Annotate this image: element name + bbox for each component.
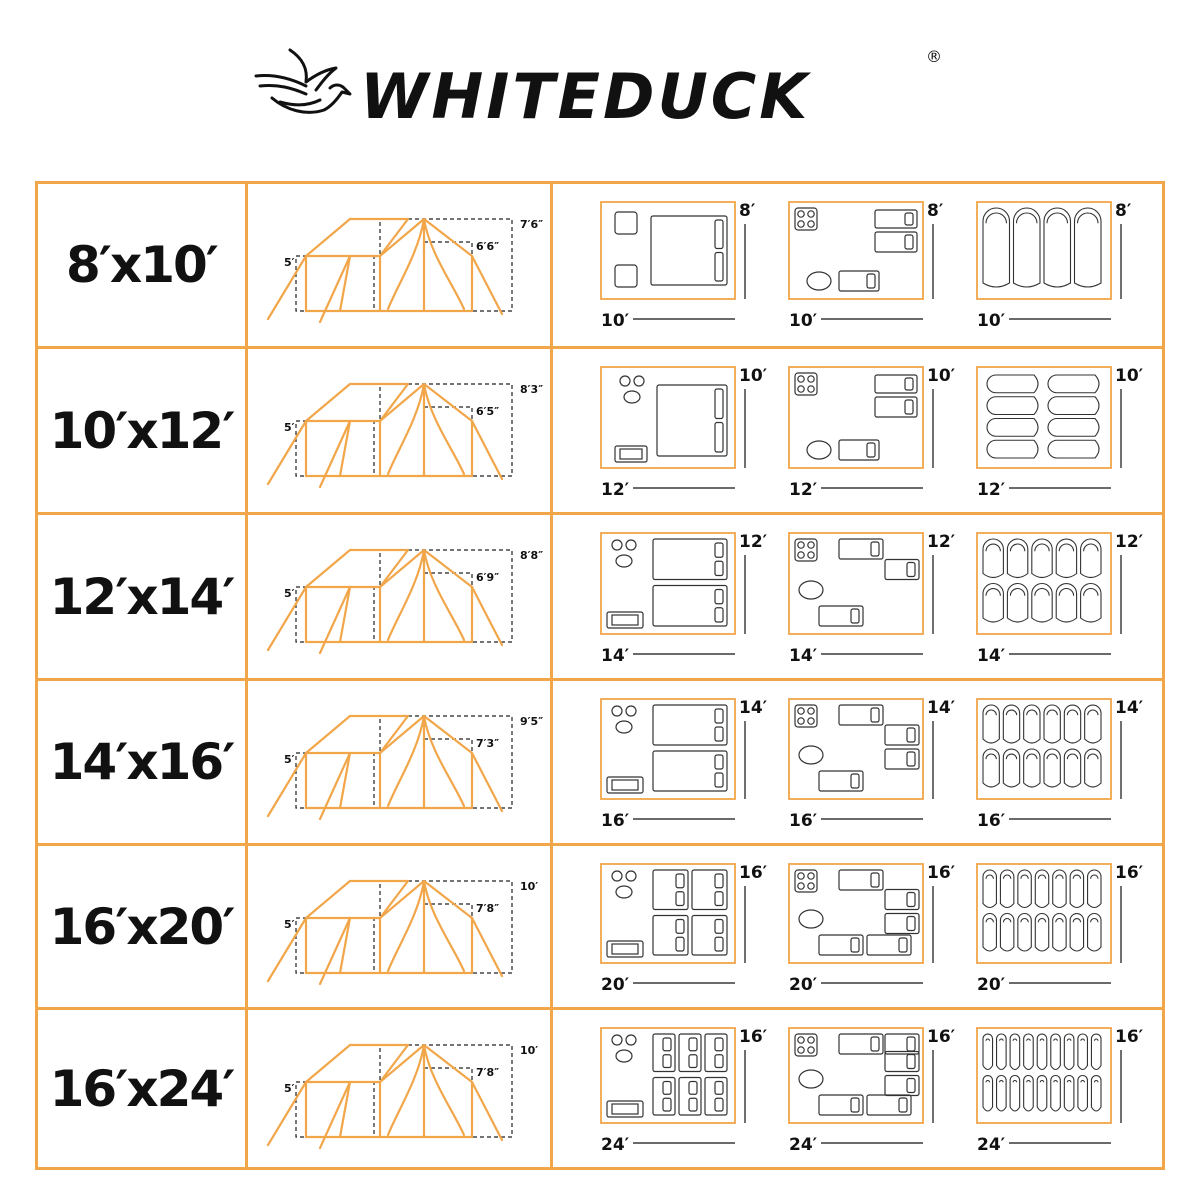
depth-label: 16′: [927, 863, 956, 883]
sleeping-bag-icon: [983, 705, 999, 743]
cot-icon: [885, 1076, 919, 1096]
door-height-label: 6′9″: [476, 571, 500, 584]
sleeping-bag-icon: [1032, 539, 1052, 578]
cot-icon: [839, 705, 883, 725]
peak-height-label: 10′: [520, 880, 539, 893]
sleeping-bag-icon: [1024, 705, 1040, 743]
size-row: [38, 184, 1162, 346]
floor-plan: [601, 532, 768, 666]
cot-icon: [839, 870, 883, 890]
sleeping-bag-icon: [1085, 749, 1101, 787]
sleeping-bag-icon: [1010, 1034, 1020, 1070]
width-label: 20′: [601, 975, 630, 995]
depth-label: 8′: [739, 201, 756, 221]
armchair-icon: [615, 212, 637, 234]
stove-icon: [795, 705, 817, 727]
floor-plan: [977, 1027, 1144, 1155]
sleeping-bag-icon: [1048, 419, 1099, 437]
floor-plans-cell: [553, 515, 1162, 678]
sleeping-bag-icon: [1056, 539, 1076, 577]
registered-mark: ®: [926, 47, 942, 66]
table-chairs-icon: [612, 540, 636, 567]
floor-plan: [977, 201, 1132, 331]
table-icon: [807, 272, 831, 290]
width-label: 10′: [977, 311, 1006, 331]
depth-label: 10′: [927, 366, 956, 386]
sleeping-bag-icon: [983, 539, 1003, 578]
size-chart-table: [35, 181, 1165, 1170]
sofa-icon: [615, 446, 647, 462]
cot-icon: [819, 935, 863, 955]
bed-icon: [653, 751, 727, 791]
sleeping-bag-icon: [1053, 914, 1066, 952]
table-chairs-icon: [612, 871, 636, 898]
sleeping-bag-icon: [1044, 705, 1060, 743]
stove-icon: [795, 208, 817, 230]
table-chairs-icon: [612, 1035, 636, 1062]
peak-height-label: 8′8″: [520, 549, 544, 562]
floor-plan-outline: [977, 367, 1111, 468]
sleeping-bag-icon: [1064, 1076, 1074, 1112]
tent-diagram: [268, 880, 538, 984]
floor-plan: [601, 698, 768, 831]
floor-plan: [601, 863, 768, 995]
peak-height-label: 9′5″: [520, 715, 544, 728]
duck-logo-icon: [250, 40, 950, 130]
sleeping-bag-icon: [1007, 584, 1027, 623]
sleeping-bag-icon: [1048, 375, 1099, 393]
sleeping-bag-icon: [997, 1034, 1007, 1070]
sleeping-bag-icon: [983, 870, 996, 908]
size-row: [38, 512, 1162, 678]
sleeping-bag-icon: [1035, 914, 1048, 952]
width-label: 10′: [601, 311, 630, 331]
depth-label: 8′: [927, 201, 944, 221]
tent-size-label: 12′x14′: [49, 567, 234, 626]
sleeping-bag-icon: [983, 584, 1003, 623]
bed-icon: [657, 385, 727, 456]
sleeping-bag-icon: [1024, 749, 1040, 787]
cot-icon: [885, 560, 919, 580]
sofa-icon: [607, 612, 643, 628]
peak-height-label: 7′6″: [520, 218, 544, 231]
sleeping-bag-icon: [1091, 1034, 1101, 1069]
tent-size-label: 14′x16′: [49, 733, 234, 791]
cot-icon: [885, 890, 919, 910]
width-label: 20′: [977, 975, 1006, 995]
brand-wordmark: WHITEDUCK: [360, 60, 811, 130]
peak-height-label: 10′: [520, 1044, 539, 1057]
sleeping-bag-icon: [1035, 870, 1048, 908]
table-icon: [799, 746, 823, 764]
sleeping-bag-icon: [1078, 1076, 1088, 1112]
floor-plans-cell: [553, 1010, 1162, 1167]
table-chairs-icon: [620, 376, 644, 403]
size-row: [38, 346, 1162, 512]
door-height-label: 7′8″: [476, 902, 500, 915]
sleeping-bag-icon: [1091, 1076, 1101, 1111]
bed-icon: [653, 586, 727, 627]
width-label: 14′: [789, 646, 818, 666]
cot-icon: [875, 375, 917, 393]
width-label: 24′: [789, 1135, 818, 1155]
sleeping-bag-icon: [1070, 870, 1083, 907]
stove-icon: [795, 373, 817, 395]
width-label: 16′: [789, 811, 818, 831]
floor-plan: [601, 201, 756, 331]
sleeping-bag-icon: [1014, 208, 1041, 287]
door-height-label: 6′5″: [476, 405, 500, 418]
tent-cell: [248, 846, 553, 1007]
cot-icon: [885, 725, 919, 745]
depth-label: 12′: [739, 532, 768, 552]
sleeping-bag-icon: [1000, 914, 1013, 952]
width-label: 24′: [601, 1135, 630, 1155]
tent-size-label: 16′x24′: [49, 1059, 234, 1118]
floor-plans-cell: [553, 846, 1162, 1007]
sleeping-bag-icon: [1044, 208, 1071, 287]
sleeping-bag-icon: [1088, 914, 1101, 952]
width-label: 14′: [977, 646, 1006, 666]
floor-plan: [789, 201, 944, 331]
sleeping-bag-icon: [1070, 914, 1083, 951]
table-icon: [799, 1070, 823, 1088]
wall-height-label: 5′: [284, 753, 295, 766]
floor-plans-cell: [553, 184, 1162, 346]
depth-label: 12′: [1115, 532, 1144, 552]
cot-icon: [875, 210, 917, 228]
width-label: 16′: [601, 811, 630, 831]
sleeping-bag-icon: [1064, 1034, 1074, 1070]
bed-icon: [692, 870, 727, 910]
depth-label: 16′: [739, 863, 768, 883]
sleeping-bag-icon: [1003, 705, 1019, 743]
floor-plan: [977, 366, 1144, 500]
bed-icon: [653, 1034, 675, 1072]
cot-icon: [867, 1095, 911, 1115]
floor-plan: [789, 698, 956, 831]
door-height-label: 6′6″: [476, 240, 500, 253]
floor-plan: [977, 698, 1144, 831]
size-cell: [38, 184, 248, 346]
width-label: 16′: [977, 811, 1006, 831]
sleeping-bag-icon: [1051, 1034, 1061, 1070]
bed-icon: [705, 1034, 727, 1072]
sofa-icon: [607, 1101, 643, 1117]
floor-plan: [977, 532, 1144, 666]
bed-icon: [705, 1078, 727, 1116]
sleeping-bag-icon: [983, 749, 999, 787]
sleeping-bag-icon: [1081, 539, 1101, 578]
bed-icon: [679, 1078, 701, 1116]
cot-icon: [839, 1034, 883, 1054]
sleeping-bag-icon: [1024, 1076, 1034, 1112]
sleeping-bag-icon: [1064, 705, 1080, 743]
depth-label: 10′: [1115, 366, 1144, 386]
cot-icon: [839, 271, 879, 291]
bed-icon: [651, 216, 727, 285]
peak-height-label: 8′3″: [520, 383, 544, 396]
tent-size-label: 10′x12′: [49, 401, 234, 460]
sleeping-bag-icon: [987, 419, 1038, 437]
depth-label: 14′: [1115, 698, 1144, 718]
bed-icon: [692, 916, 727, 956]
sleeping-bag-icon: [983, 1034, 993, 1069]
sleeping-bag-icon: [1003, 749, 1019, 787]
sleeping-bag-icon: [1000, 870, 1013, 908]
size-row: [38, 678, 1162, 843]
cot-icon: [875, 397, 917, 417]
size-cell: [38, 515, 248, 678]
sleeping-bag-icon: [1078, 1034, 1088, 1070]
size-cell: [38, 681, 248, 843]
stove-icon: [795, 1034, 817, 1056]
tent-size-label: 8′x10′: [66, 236, 217, 294]
depth-label: 12′: [927, 532, 956, 552]
depth-label: 10′: [739, 366, 768, 386]
size-cell: [38, 846, 248, 1007]
tent-diagram: [268, 715, 543, 819]
sleeping-bag-icon: [1081, 584, 1101, 623]
sleeping-bag-icon: [1064, 749, 1080, 787]
floor-plan: [789, 366, 956, 500]
sleeping-bag-icon: [987, 375, 1038, 393]
bed-icon: [653, 539, 727, 580]
bed-icon: [653, 870, 688, 910]
sleeping-bag-icon: [1056, 584, 1076, 622]
bed-icon: [679, 1034, 701, 1072]
bed-icon: [653, 1078, 675, 1116]
width-label: 10′: [789, 311, 818, 331]
sleeping-bag-icon: [987, 397, 1038, 415]
table-icon: [807, 441, 831, 459]
tent-cell: [248, 515, 553, 678]
floor-plan: [977, 863, 1144, 995]
sleeping-bag-icon: [1032, 584, 1052, 623]
wall-height-label: 5′: [284, 256, 295, 269]
cot-icon: [819, 771, 863, 791]
depth-label: 14′: [739, 698, 768, 718]
sleeping-bag-icon: [1048, 397, 1099, 415]
tent-diagram: [268, 1044, 538, 1148]
sleeping-bag-icon: [1018, 914, 1031, 952]
width-label: 14′: [601, 646, 630, 666]
wall-height-label: 5′: [284, 421, 295, 434]
armchair-icon: [615, 265, 637, 287]
wall-height-label: 5′: [284, 918, 295, 931]
cot-icon: [875, 232, 917, 252]
cot-icon: [867, 935, 911, 955]
tent-diagram: [268, 383, 543, 487]
depth-label: 16′: [1115, 1027, 1144, 1047]
cot-icon: [839, 440, 879, 460]
depth-label: 16′: [1115, 863, 1144, 883]
tent-diagram: [268, 218, 543, 322]
sleeping-bag-icon: [1075, 208, 1102, 287]
width-label: 20′: [789, 975, 818, 995]
bed-icon: [653, 916, 688, 956]
sofa-icon: [607, 941, 643, 957]
tent-cell: [248, 681, 553, 843]
cot-icon: [819, 1095, 863, 1115]
sleeping-bag-icon: [1048, 440, 1099, 458]
cot-icon: [819, 606, 863, 626]
stove-icon: [795, 539, 817, 561]
wall-height-label: 5′: [284, 1082, 295, 1095]
tent-cell: [248, 1010, 553, 1167]
brand-logo: [250, 40, 950, 130]
size-cell: [38, 349, 248, 512]
depth-label: 16′: [739, 1027, 768, 1047]
width-label: 12′: [789, 480, 818, 500]
depth-label: 8′: [1115, 201, 1132, 221]
sleeping-bag-icon: [997, 1076, 1007, 1112]
sleeping-bag-icon: [1088, 870, 1101, 908]
tent-cell: [248, 184, 553, 346]
bed-icon: [653, 705, 727, 745]
floor-plans-cell: [553, 681, 1162, 843]
sleeping-bag-icon: [1010, 1076, 1020, 1112]
tent-size-label: 16′x20′: [49, 897, 234, 956]
door-height-label: 7′3″: [476, 737, 500, 750]
cot-icon: [885, 914, 919, 934]
stove-icon: [795, 870, 817, 892]
floor-plan: [601, 1027, 768, 1155]
depth-label: 14′: [927, 698, 956, 718]
wall-height-label: 5′: [284, 587, 295, 600]
door-height-label: 7′8″: [476, 1066, 500, 1079]
sofa-icon: [607, 777, 643, 793]
width-label: 12′: [601, 480, 630, 500]
sleeping-bag-icon: [1044, 749, 1060, 787]
table-icon: [799, 581, 823, 599]
depth-label: 16′: [927, 1027, 956, 1047]
size-row: [38, 1007, 1162, 1167]
cot-icon: [839, 539, 883, 559]
tent-cell: [248, 349, 553, 512]
sleeping-bag-icon: [983, 1076, 993, 1111]
sleeping-bag-icon: [1085, 705, 1101, 743]
sleeping-bag-icon: [1051, 1076, 1061, 1112]
cot-icon: [885, 749, 919, 769]
width-label: 12′: [977, 480, 1006, 500]
sleeping-bag-icon: [987, 440, 1038, 458]
sleeping-bag-icon: [1037, 1076, 1047, 1111]
sleeping-bag-icon: [1007, 539, 1027, 578]
floor-plan: [601, 366, 768, 500]
sleeping-bag-icon: [1037, 1034, 1047, 1069]
sleeping-bag-icon: [1018, 870, 1031, 908]
floor-plan: [789, 532, 956, 666]
size-cell: [38, 1010, 248, 1167]
floor-plan: [789, 863, 956, 995]
sleeping-bag-icon: [1053, 870, 1066, 908]
width-label: 24′: [977, 1135, 1006, 1155]
table-chairs-icon: [612, 706, 636, 733]
tent-diagram: [268, 549, 543, 653]
floor-plan: [789, 1027, 956, 1155]
sleeping-bag-icon: [1024, 1034, 1034, 1070]
table-icon: [799, 910, 823, 928]
floor-plans-cell: [553, 349, 1162, 512]
sleeping-bag-icon: [983, 208, 1010, 287]
size-row: [38, 843, 1162, 1007]
sleeping-bag-icon: [983, 914, 996, 952]
